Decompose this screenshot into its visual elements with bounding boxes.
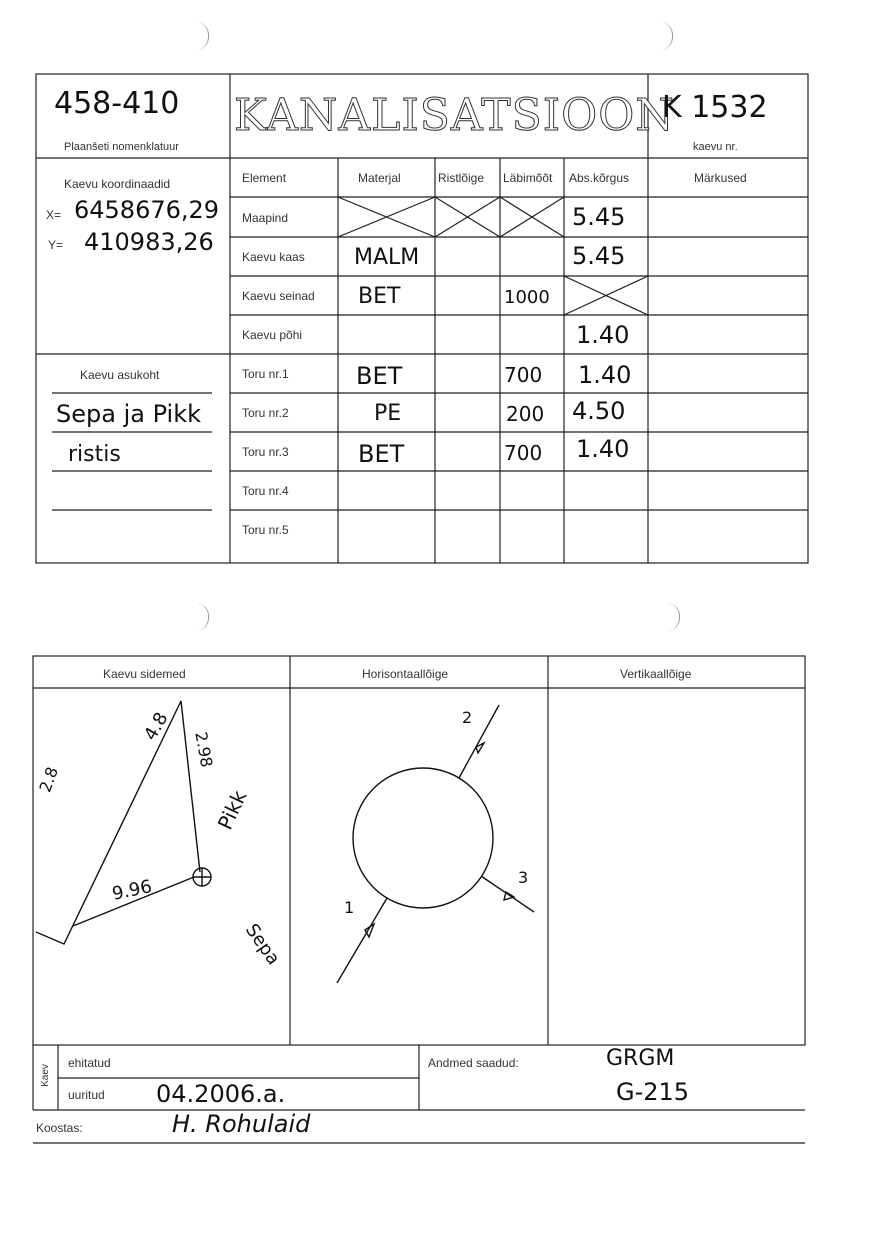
row-element-label: Maapind (242, 211, 289, 225)
row-abs-height-value: 1.40 (576, 435, 630, 463)
row-material-value: BET (356, 362, 403, 390)
location-sketch (36, 701, 211, 944)
sketch-street-label: Sepa (240, 920, 284, 969)
row-diameter-value: 1000 (504, 287, 550, 308)
row-element-label: Kaevu kaas (242, 250, 305, 264)
sketch-distance-label: 4.8 (140, 708, 173, 745)
horizontal-section-drawing (337, 705, 534, 983)
row-abs-height-value: 5.45 (572, 203, 626, 231)
header-element: Element (242, 171, 287, 185)
row-material-value: MALM (354, 245, 420, 270)
header-remarks: Märkused (694, 171, 747, 185)
row-diameter-value: 700 (504, 441, 543, 465)
x-coordinate-value: 6458676,29 (74, 196, 220, 224)
row-element-label: Toru nr.5 (242, 523, 289, 537)
page-title: KANALISATSIOON (234, 90, 675, 141)
sketch-street-label: Pikk (212, 786, 252, 834)
row-abs-height-value: 5.45 (572, 242, 626, 270)
header-abs-height: Abs.kõrgus (569, 171, 630, 185)
row-element-label: Kaevu põhi (242, 328, 303, 342)
row-element-label: Toru nr.3 (242, 445, 289, 459)
row-element-label: Toru nr.1 (242, 367, 289, 381)
y-label: Y= (48, 238, 64, 252)
row-abs-height-value: 1.40 (576, 321, 630, 349)
col-header-vertical-section: Vertikaallõige (620, 667, 692, 681)
built-label: ehitatud (68, 1056, 111, 1070)
surveyed-label: uuritud (68, 1088, 105, 1102)
well-number-value: K 1532 (662, 90, 768, 125)
row-element-label: Toru nr.2 (242, 406, 289, 420)
nomenclature-label: Plaanšeti nomenklatuur (64, 141, 179, 153)
well-number-label: kaevu nr. (693, 141, 738, 153)
kaev-label: Kaev (39, 1064, 51, 1087)
location-line-2: ristis (68, 442, 121, 467)
coords-label: Kaevu koordinaadid (64, 177, 171, 191)
nomenclature-value: 458-410 (54, 86, 180, 121)
data-received-line-1: GRGM (606, 1046, 675, 1071)
row-element-label: Toru nr.4 (242, 484, 289, 498)
location-label: Kaevu asukoht (80, 368, 160, 382)
pipe-label: 2 (462, 708, 473, 727)
sketch-distance-label: 9.96 (110, 876, 154, 905)
col-header-ties: Kaevu sidemed (103, 667, 186, 681)
surveyed-value: 04.2006.a. (156, 1080, 286, 1108)
row-material-value: BET (358, 440, 405, 468)
row-diameter-value: 200 (506, 402, 545, 426)
compiled-value: H. Rohulaid (172, 1110, 311, 1138)
header-diameter: Läbimõõt (503, 171, 553, 185)
data-received-line-2: G-215 (616, 1078, 690, 1106)
compiled-label: Koostas: (36, 1121, 83, 1135)
row-abs-height-value: 4.50 (572, 397, 626, 425)
y-coordinate-value: 410983,26 (84, 228, 214, 256)
row-material-value: BET (358, 284, 401, 309)
sketch-distance-label: 2.8 (35, 764, 63, 795)
header-cross-section: Ristlõige (438, 171, 485, 185)
row-element-label: Kaevu seinad (242, 289, 315, 303)
location-line-1: Sepa ja Pikk (56, 400, 201, 428)
data-received-label: Andmed saadud: (428, 1056, 519, 1070)
header-material: Materjal (358, 171, 401, 185)
row-diameter-value: 700 (504, 363, 543, 387)
row-material-value: PE (374, 401, 402, 426)
pipe-label: 3 (518, 868, 529, 887)
col-header-horizontal-section: Horisontaallõige (362, 667, 449, 681)
row-abs-height-value: 1.40 (578, 361, 632, 389)
x-label: X= (46, 208, 62, 222)
sketch-distance-label: 2.98 (191, 730, 217, 769)
pipe-label: 1 (344, 898, 355, 917)
